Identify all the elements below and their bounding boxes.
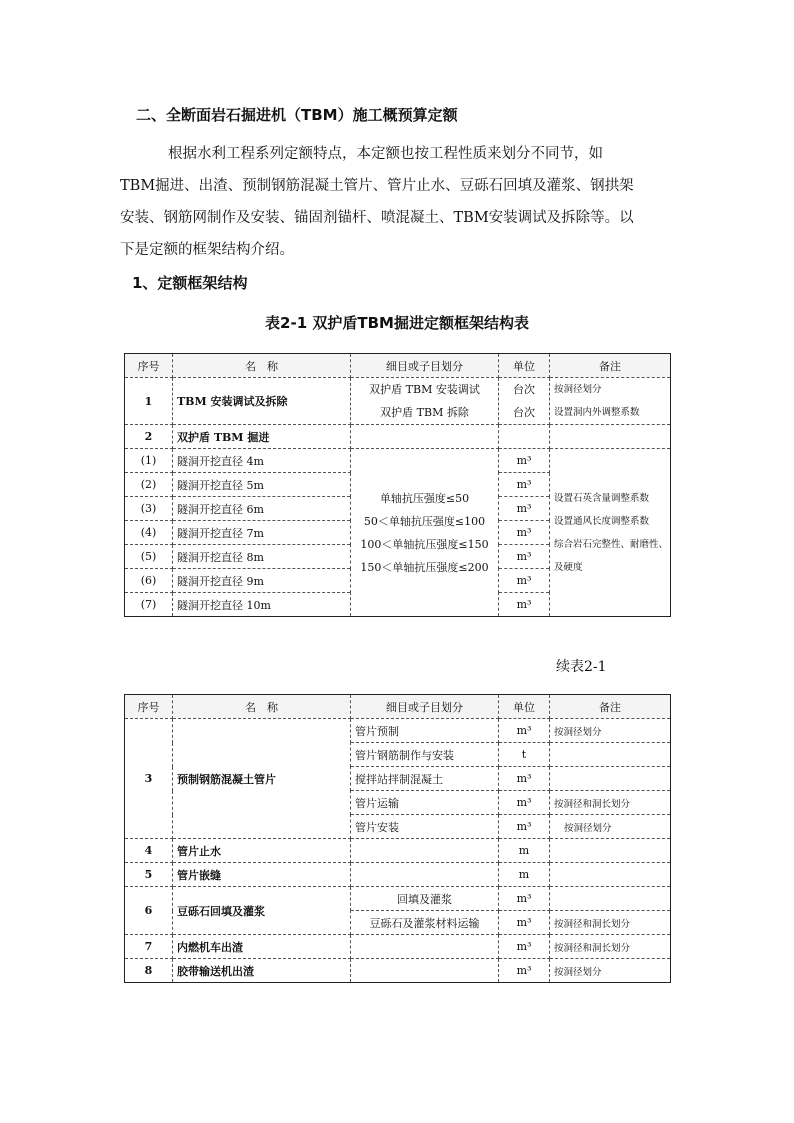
strength-items bbox=[351, 449, 499, 617]
row-remark: 按洞径划分 bbox=[550, 815, 671, 839]
row-name: TBM 安装调试及拆除 bbox=[173, 378, 351, 425]
remark-text: 按洞径划分 bbox=[554, 384, 602, 395]
header-cell: 细目或子目划分 bbox=[351, 695, 499, 719]
table-row bbox=[125, 425, 671, 449]
row-items bbox=[351, 378, 499, 425]
row-name: 隧洞开挖直径 7m bbox=[173, 521, 351, 545]
remark-text: 设置通风长度调整系数 bbox=[554, 515, 650, 527]
row-unit: t bbox=[499, 743, 550, 767]
row-item: 豆砾石及灌浆材料运输 bbox=[351, 911, 499, 935]
unit-text: 台次 bbox=[513, 406, 535, 419]
row-remark: 按洞径和洞长划分 bbox=[550, 935, 671, 959]
row-name: 管片止水 bbox=[173, 839, 351, 863]
table-row bbox=[125, 449, 671, 473]
row-remark: 按洞径划分 bbox=[550, 719, 671, 743]
row-number: 6 bbox=[125, 887, 173, 935]
row-name: 隧洞开挖直径 8m bbox=[173, 545, 351, 569]
header-cell: 序号 bbox=[125, 695, 173, 719]
row-item: 管片预制 bbox=[351, 719, 499, 743]
row-unit: m³ bbox=[499, 815, 550, 839]
strength-remarks bbox=[550, 449, 671, 617]
row-unit: m³ bbox=[499, 719, 550, 743]
row-name: 隧洞开挖直径 9m bbox=[173, 569, 351, 593]
row-remark: 按洞径和洞长划分 bbox=[550, 911, 671, 935]
row-item: 管片钢筋制作与安装 bbox=[351, 743, 499, 767]
table-row bbox=[125, 863, 671, 887]
subheading: 1、定额框架结构 bbox=[132, 274, 248, 292]
row-unit: m³ bbox=[499, 473, 550, 497]
framework-table-1 bbox=[124, 353, 671, 617]
row-unit: m³ bbox=[499, 449, 550, 473]
empty-cell bbox=[351, 425, 499, 449]
item-text: 50＜单轴抗压强度≤100 bbox=[363, 514, 486, 528]
row-unit: m³ bbox=[499, 887, 550, 911]
row-item: 回填及灌浆 bbox=[351, 887, 499, 911]
row-remark bbox=[550, 743, 671, 767]
row-item bbox=[351, 935, 499, 959]
row-number: (3) bbox=[125, 497, 173, 521]
framework-table-2 bbox=[124, 694, 671, 983]
row-number: 1 bbox=[125, 378, 173, 425]
row-item bbox=[351, 863, 499, 887]
item-text: 150＜单轴抗压强度≤200 bbox=[360, 560, 489, 574]
row-remark: 按洞径划分 bbox=[550, 959, 671, 983]
row-number: 8 bbox=[125, 959, 173, 983]
intro-line: 安装、钢筋网制作及安装、锚固剂锚杆、喷混凝土、TBM安装调试及拆除等。以 bbox=[120, 210, 634, 226]
row-unit: m bbox=[499, 863, 550, 887]
row-number: (7) bbox=[125, 593, 173, 617]
row-number: (4) bbox=[125, 521, 173, 545]
table-row bbox=[125, 887, 671, 911]
row-remark bbox=[550, 863, 671, 887]
table-row bbox=[125, 839, 671, 863]
table1-caption: 表2-1 双护盾TBM掘进定额框架结构表 bbox=[265, 314, 529, 332]
row-remark bbox=[550, 887, 671, 911]
row-name: 预制钢筋混凝土管片 bbox=[173, 719, 351, 839]
table-header-row bbox=[125, 695, 671, 719]
table-row bbox=[125, 935, 671, 959]
row-name: 隧洞开挖直径 10m bbox=[173, 593, 351, 617]
row-unit: m³ bbox=[499, 497, 550, 521]
row-item: 管片运输 bbox=[351, 791, 499, 815]
table2-caption: 续表2-1 bbox=[556, 659, 607, 675]
row-number: 2 bbox=[125, 425, 173, 449]
header-cell: 备注 bbox=[550, 695, 671, 719]
row-name: 管片嵌缝 bbox=[173, 863, 351, 887]
row-name: 胶带输送机出渣 bbox=[173, 959, 351, 983]
item-text: 双护盾 TBM 安装调试 bbox=[369, 383, 480, 396]
section-heading: 二、全断面岩石掘进机（TBM）施工概预算定额 bbox=[136, 106, 458, 124]
row-name: 隧洞开挖直径 5m bbox=[173, 473, 351, 497]
row-item bbox=[351, 839, 499, 863]
row-unit: m³ bbox=[499, 935, 550, 959]
row-unit: m³ bbox=[499, 545, 550, 569]
row-unit: m³ bbox=[499, 593, 550, 617]
header-cell: 序号 bbox=[125, 354, 173, 378]
intro-line: 下是定额的框架结构介绍。 bbox=[120, 242, 294, 258]
remark-text: 及硬度 bbox=[554, 561, 583, 573]
intro-line: TBM掘进、出渣、预制钢筋混凝土管片、管片止水、豆砾石回填及灌浆、钢拱架 bbox=[120, 178, 634, 194]
row-number: (1) bbox=[125, 449, 173, 473]
row-remarks bbox=[550, 378, 671, 425]
row-unit: m³ bbox=[499, 911, 550, 935]
row-remark bbox=[550, 767, 671, 791]
intro-paragraph bbox=[120, 138, 688, 266]
empty-cell bbox=[550, 425, 671, 449]
row-number: (2) bbox=[125, 473, 173, 497]
row-remark: 按洞径和洞长划分 bbox=[550, 791, 671, 815]
row-number: 5 bbox=[125, 863, 173, 887]
table-header-row bbox=[125, 354, 671, 378]
header-cell: 细目或子目划分 bbox=[351, 354, 499, 378]
row-unit: m³ bbox=[499, 521, 550, 545]
remark-text: 设置石英含量调整系数 bbox=[554, 492, 650, 504]
unit-text: 台次 bbox=[513, 383, 535, 396]
row-item: 搅拌站拌制混凝土 bbox=[351, 767, 499, 791]
table-row bbox=[125, 719, 671, 743]
header-cell: 名 称 bbox=[173, 695, 351, 719]
header-cell: 单位 bbox=[499, 695, 550, 719]
row-name: 隧洞开挖直径 4m bbox=[173, 449, 351, 473]
remark-text: 设置洞内外调整系数 bbox=[554, 407, 640, 418]
header-cell: 备注 bbox=[550, 354, 671, 378]
row-number: (5) bbox=[125, 545, 173, 569]
row-units bbox=[499, 378, 550, 425]
remark-text: 综合岩石完整性、耐磨性、 bbox=[554, 538, 669, 550]
table-row bbox=[125, 378, 671, 425]
table-row bbox=[125, 959, 671, 983]
header-cell: 单位 bbox=[499, 354, 550, 378]
row-number: (6) bbox=[125, 569, 173, 593]
row-name: 豆砾石回填及灌浆 bbox=[173, 887, 351, 935]
row-name: 隧洞开挖直径 6m bbox=[173, 497, 351, 521]
empty-cell bbox=[499, 425, 550, 449]
row-number: 4 bbox=[125, 839, 173, 863]
row-remark bbox=[550, 839, 671, 863]
row-number: 3 bbox=[125, 719, 173, 839]
row-unit: m bbox=[499, 839, 550, 863]
row-number: 7 bbox=[125, 935, 173, 959]
intro-line: 根据水利工程系列定额特点，本定额也按工程性质来划分不同节，如 bbox=[168, 146, 603, 162]
row-unit: m³ bbox=[499, 959, 550, 983]
row-name: 双护盾 TBM 掘进 bbox=[173, 425, 351, 449]
header-cell: 名 称 bbox=[173, 354, 351, 378]
row-unit: m³ bbox=[499, 791, 550, 815]
item-text: 双护盾 TBM 拆除 bbox=[380, 406, 469, 419]
row-unit: m³ bbox=[499, 767, 550, 791]
item-text: 单轴抗压强度≤50 bbox=[379, 491, 470, 505]
row-unit: m³ bbox=[499, 569, 550, 593]
row-name: 内燃机车出渣 bbox=[173, 935, 351, 959]
row-item bbox=[351, 959, 499, 983]
item-text: 100＜单轴抗压强度≤150 bbox=[360, 537, 489, 551]
row-item: 管片安装 bbox=[351, 815, 499, 839]
